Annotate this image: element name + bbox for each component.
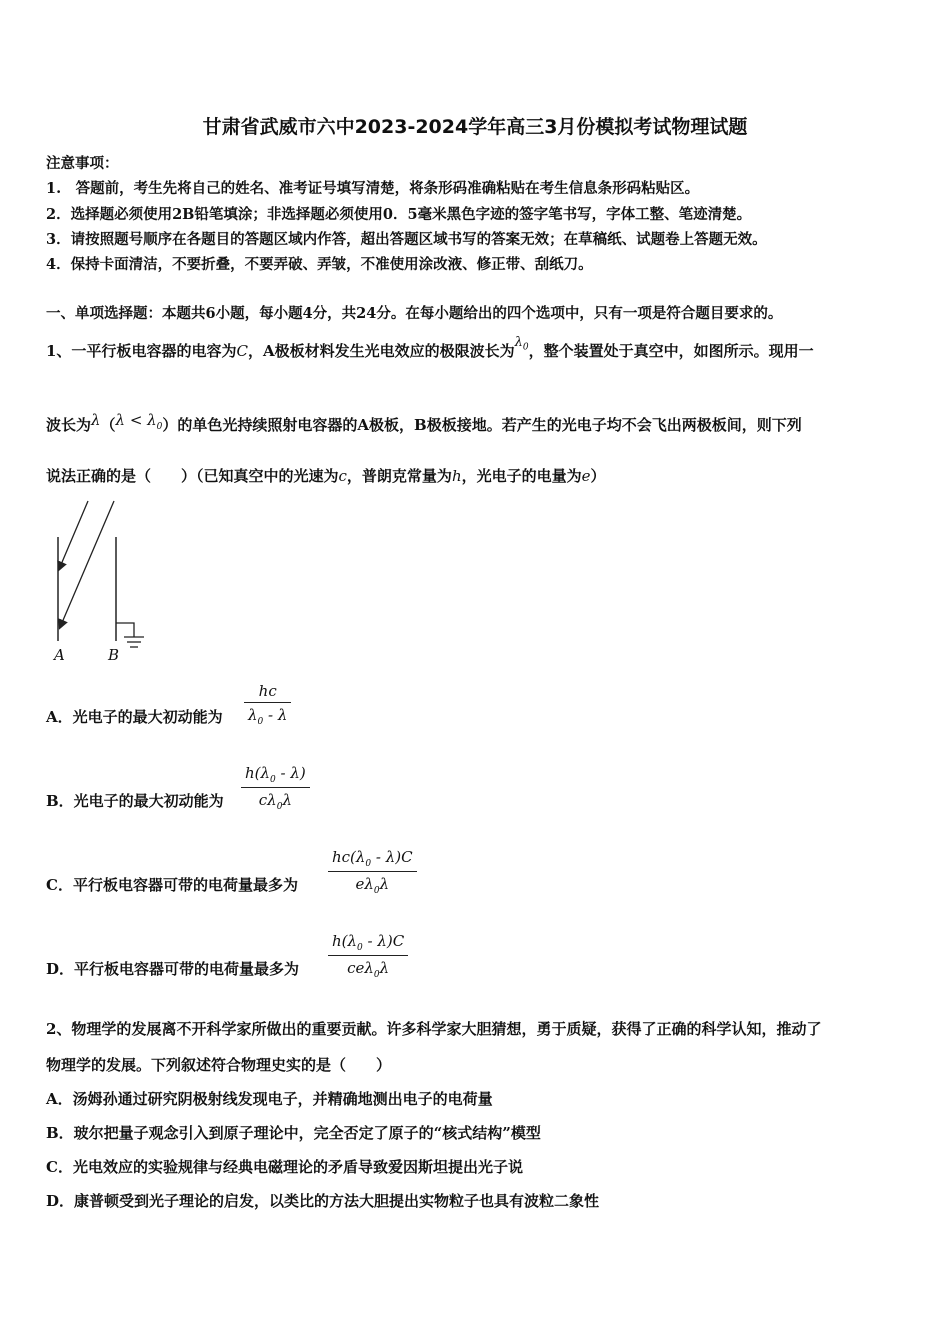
option-a-formula: hc $\lambda_0$ - λ	[244, 682, 291, 727]
q1-option-a[interactable]: A．光电子的最大初动能为	[46, 708, 223, 726]
notice-item-3: 3．请按照题号顺序在各题目的答题区域内作答，超出答题区域书写的答案无效；在草稿纸、试题卷上答题无效。	[46, 231, 767, 248]
q1-option-c[interactable]: C．平行板电容器可带的电荷量最多为	[46, 876, 298, 894]
paren: （	[100, 416, 116, 434]
light-ray-2	[61, 501, 114, 625]
q2-option-c[interactable]: C．光电效应的实验规律与经典电磁理论的矛盾导致爱因斯坦提出光子说	[46, 1158, 523, 1176]
light-ray-1	[60, 501, 88, 567]
notice-item-4: 4．保持卡面清洁，不要折叠，不要弄破、弄皱，不准使用涂改液、修正带、刮纸刀。	[46, 256, 593, 273]
planck-symbol: h	[451, 467, 462, 485]
q2-line-2: 物理学的发展。下列叙述符合物理史实的是（ ）	[46, 1056, 392, 1074]
label-b: B	[108, 646, 120, 664]
label-a: A	[54, 646, 65, 664]
q1-text: 波长为	[46, 416, 92, 434]
ground-wire	[116, 623, 134, 637]
q1-text: 1、一平行板电容器的电容为	[46, 342, 237, 360]
q1-text: 说法正确的是（ ）（已知真空中的光速为	[46, 467, 339, 485]
capacitance-symbol: C	[236, 342, 248, 360]
q1-text: ，普朗克常量为	[346, 467, 452, 485]
option-b-formula: $h(\lambda_0 - \lambda)$ $c\lambda_0\lambda$	[241, 764, 310, 812]
q1-text: 的单色光持续照射电容器的A极板，B极板接地。若产生的光电子均不会飞出两极板间，则下列	[177, 416, 802, 434]
wavelength-symbol: λ	[91, 411, 101, 429]
page-title: 甘肃省武威市六中2023-2024学年高三3月份模拟考试物理试题	[202, 116, 748, 138]
q1-option-d[interactable]: D．平行板电容器可带的电荷量最多为	[46, 960, 300, 978]
q1-line-3	[46, 465, 606, 486]
q1-text: ）	[590, 467, 606, 485]
q2-line-1: 2、物理学的发展离不开科学家所做出的重要贡献。许多科学家大胆猜想，勇于质疑，获得了正确的科学认知，推动了	[46, 1020, 822, 1038]
light-speed-symbol: c	[338, 467, 347, 485]
paren: ）	[162, 416, 178, 434]
option-c-formula: $hc(\lambda_0 - \lambda)C$ $e\lambda_0\lambda$	[328, 848, 417, 896]
q2-option-a[interactable]: A．汤姆孙通过研究阴极射线发现电子，并精确地测出电子的电荷量	[46, 1090, 493, 1108]
q2-option-d[interactable]: D．康普顿受到光子理论的启发，以类比的方法大胆提出实物粒子也具有波粒二象性	[46, 1192, 600, 1210]
capacitor-diagram	[46, 495, 156, 670]
threshold-wavelength: $\lambda_0$	[514, 335, 529, 353]
q1-line-2	[46, 411, 802, 437]
notice-heading: 注意事项：	[46, 155, 119, 172]
notice-item-1: 1. 答题前，考生先将自己的姓名、准考证号填写清楚，将条形码准确粘贴在考生信息条形码粘贴区。	[46, 180, 700, 197]
notice-item-2: 2．选择题必须使用2B铅笔填涂；非选择题必须使用0．5毫米黑色字迹的签字笔书写，字体工整、笔迹清楚。	[46, 206, 752, 223]
q2-option-b[interactable]: B．玻尔把量子观念引入到原子理论中，完全否定了原子的“核式结构”模型	[46, 1124, 541, 1142]
q1-text: ，整个装置处于真空中，如图所示。现用一	[528, 342, 814, 360]
option-d-formula: $h(\lambda_0 - \lambda)C$ ceλ$_0$λ	[328, 932, 408, 980]
q1-option-b[interactable]: B．光电子的最大初动能为	[46, 792, 224, 810]
wavelength-condition: $\lambda < \lambda_0$	[115, 411, 163, 432]
q1-text: ，A极板材料发生光电效应的极限波长为	[247, 342, 515, 360]
q1-line-1	[46, 335, 814, 363]
section-heading: 一、单项选择题：本题共6小题，每小题4分，共24分。在每小题给出的四个选项中，只有一项是符合题目要求的。	[46, 305, 783, 322]
q1-text: ，光电子的电量为	[461, 467, 582, 485]
charge-symbol: e	[581, 467, 591, 485]
